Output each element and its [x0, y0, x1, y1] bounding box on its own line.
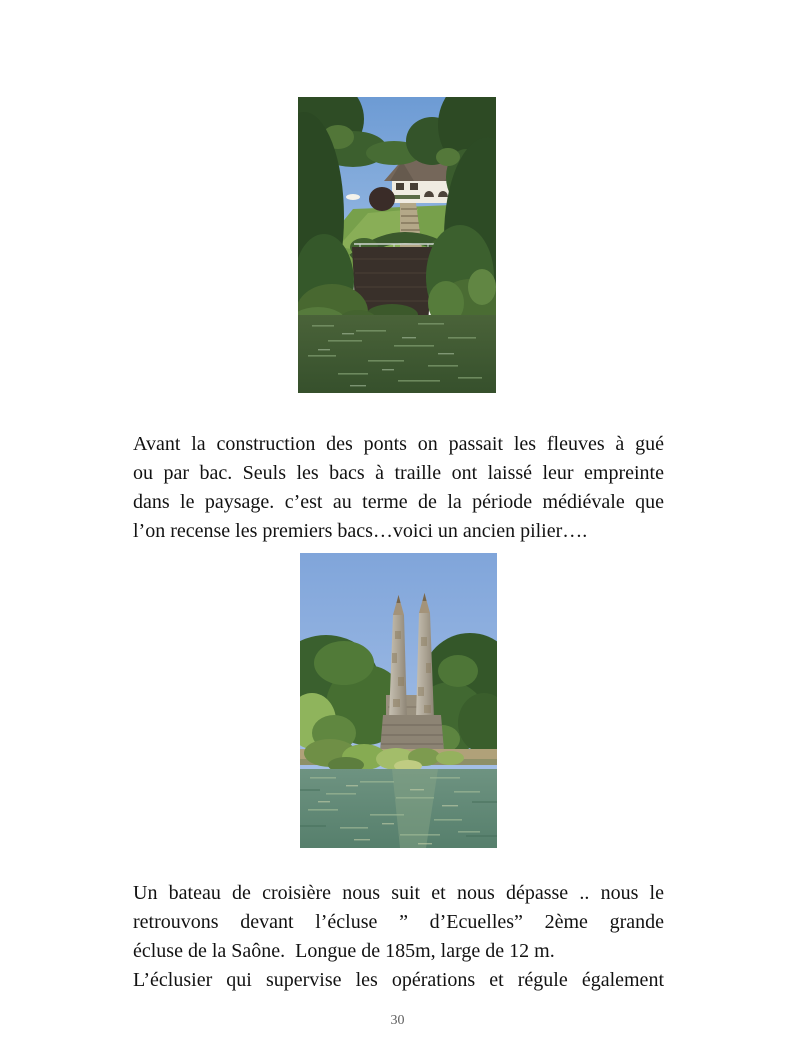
paragraph-line: l’on recense les premiers bacs…voici un ancien pilier….: [133, 520, 588, 542]
photo-ferry-pillars: [300, 553, 497, 848]
page-number: 30: [390, 1013, 405, 1028]
paragraph-lock: [133, 879, 664, 995]
paragraph-line: retrouvons devant l’écluse ” d’Ecuelles” 2ème grande: [133, 911, 664, 933]
photo-house-riverbank: [298, 97, 496, 393]
photo-house-riverbank-illustration: [298, 97, 496, 393]
paragraph-line: Un bateau de croisière nous suit et nous dépasse .. nous le: [133, 882, 664, 904]
photo-ferry-pillars-illustration: [300, 553, 497, 848]
paragraph-line: L’éclusier qui supervise les opérations et régule également: [133, 969, 664, 991]
paragraph-line: Avant la construction des ponts on passait les fleuves à gué: [133, 433, 664, 455]
paragraph-ferries: [133, 430, 664, 546]
paragraph-line: dans le paysage. c’est au terme de la période médiévale que: [133, 491, 664, 513]
paragraph-line: écluse de la Saône. Longue de 185m, large de 12 m.: [133, 940, 555, 962]
paragraph-line: ou par bac. Seuls les bacs à traille ont laissé leur empreinte: [133, 462, 664, 484]
